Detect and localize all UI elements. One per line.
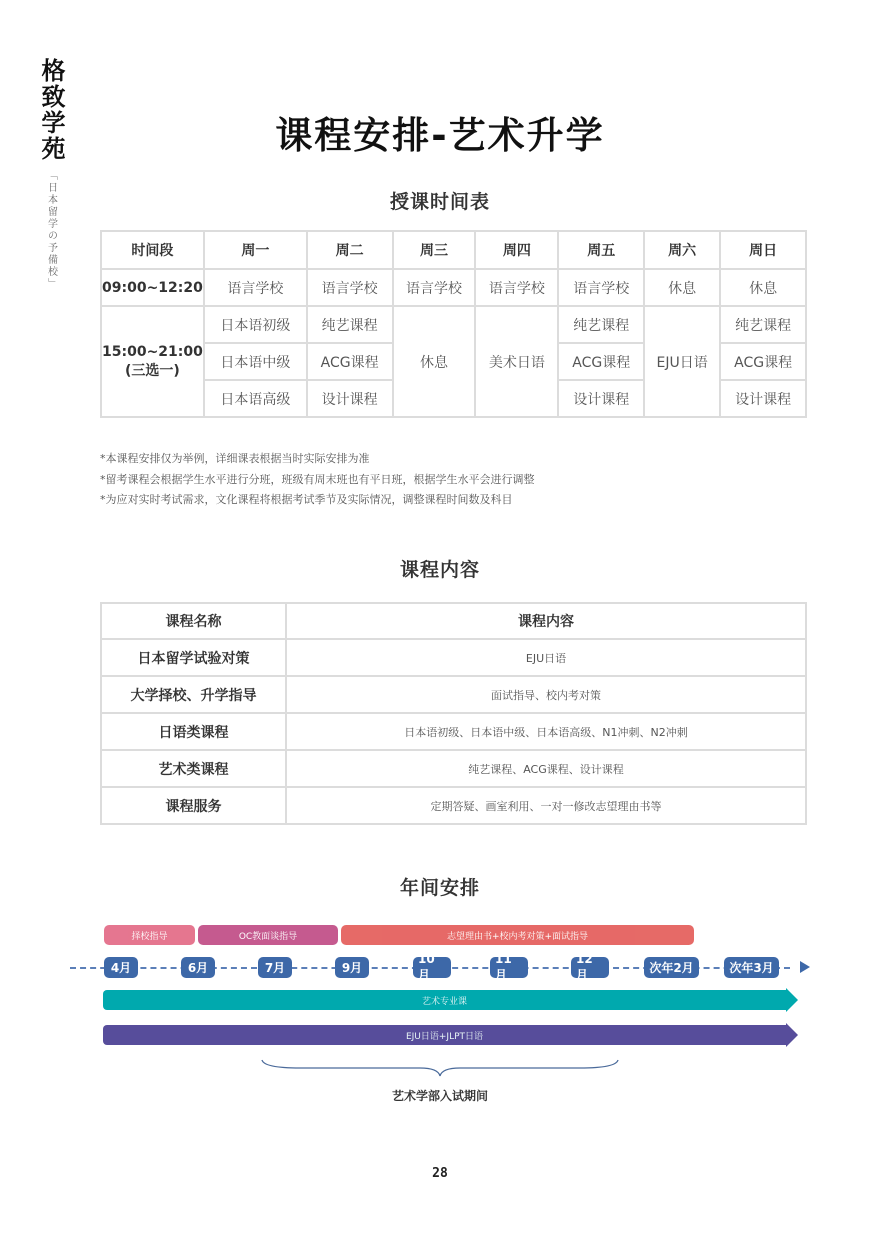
- course-name: 大学择校、升学指导: [101, 676, 286, 713]
- cell: 语言学校: [204, 269, 307, 306]
- cell: 日本语初级: [204, 306, 307, 343]
- content-table: [100, 602, 807, 825]
- curly-brace-icon: [260, 1058, 620, 1078]
- course-desc: 定期答疑、画室利用、一对一修改志望理由书等: [286, 787, 806, 824]
- annual-title: 年间安排: [399, 877, 480, 899]
- cell: 语言学校: [558, 269, 644, 306]
- table-row: [101, 639, 806, 676]
- month-badge: 次年3月: [724, 957, 779, 978]
- table-row: [101, 676, 806, 713]
- band-japanese-courses: EJU日语+JLPT日语: [103, 1025, 786, 1045]
- cell: 纯艺课程: [720, 306, 806, 343]
- header-tue: 周二: [307, 231, 393, 269]
- afternoon-time-range: 15:00~21:00: [102, 343, 203, 360]
- cell: 日本语中级: [204, 343, 307, 380]
- afternoon-time: [101, 306, 204, 417]
- morning-row: [101, 269, 806, 306]
- exam-period-label: 艺术学部入试期间: [391, 1089, 488, 1103]
- band-art-courses: 艺术专业课: [103, 990, 786, 1010]
- cell: 语言学校: [475, 269, 558, 306]
- afternoon-time-note: (三选一): [125, 362, 180, 379]
- cell: ACG课程: [720, 343, 806, 380]
- phase-oc-interview: OC教面谈指导: [198, 925, 338, 945]
- cell: 设计课程: [720, 380, 806, 417]
- cell: EJU日语: [644, 306, 720, 417]
- header-wed: 周三: [393, 231, 476, 269]
- cell: 休息: [644, 269, 720, 306]
- band-arrow-icon: [786, 1023, 798, 1047]
- month-badge: 4月: [104, 957, 138, 978]
- note: *为应对实时考试需求，文化课程将根据考试季节及实际情况，调整课程时间数及科目: [100, 493, 513, 506]
- course-desc: 纯艺课程、ACG课程、设计课程: [286, 750, 806, 787]
- month-badge: 9月: [335, 957, 369, 978]
- course-name: 日本留学试验对策: [101, 639, 286, 676]
- header-thu: 周四: [475, 231, 558, 269]
- content-header-row: [101, 603, 806, 639]
- timeline-arrow-icon: [800, 961, 810, 973]
- page-number: 28: [432, 1166, 448, 1181]
- month-badge: 次年2月: [644, 957, 699, 978]
- morning-time: 09:00~12:20: [101, 269, 204, 306]
- cell: 语言学校: [307, 269, 393, 306]
- schedule-header-row: [101, 231, 806, 269]
- afternoon-row: [101, 306, 806, 343]
- cell: 美术日语: [475, 306, 558, 417]
- brand-name: 格致学苑: [37, 58, 65, 162]
- note: *留考课程会根据学生水平进行分班，班级有周末班也有平日班，根据学生水平会进行调整: [100, 472, 535, 486]
- month-badge: 11月: [490, 957, 528, 978]
- cell: 设计课程: [558, 380, 644, 417]
- table-row: [101, 750, 806, 787]
- note: *本课程安排仅为举例，详细课表根据当时实际安排为准: [100, 452, 370, 465]
- header-course-name: 课程名称: [101, 603, 286, 639]
- cell: ACG课程: [558, 343, 644, 380]
- header-fri: 周五: [558, 231, 644, 269]
- course-name: 日语类课程: [101, 713, 286, 750]
- brand-sidebar: [36, 58, 66, 290]
- schedule-table: [100, 230, 807, 418]
- header-time: 时间段: [101, 231, 204, 269]
- cell: 休息: [720, 269, 806, 306]
- month-badge: 12月: [571, 957, 609, 978]
- month-badge: 7月: [258, 957, 292, 978]
- cell: ACG课程: [307, 343, 393, 380]
- course-desc: EJU日语: [286, 639, 806, 676]
- course-name: 艺术类课程: [101, 750, 286, 787]
- brand-subtitle: 「日本留学の予備校」: [45, 170, 57, 290]
- header-sun: 周日: [720, 231, 806, 269]
- table-row: [101, 787, 806, 824]
- cell: 日本语高级: [204, 380, 307, 417]
- course-desc: 面试指导、校内考对策: [286, 676, 806, 713]
- header-course-content: 课程内容: [286, 603, 806, 639]
- cell: 语言学校: [393, 269, 476, 306]
- month-badge: 10月: [413, 957, 451, 978]
- header-mon: 周一: [204, 231, 307, 269]
- cell: 休息: [393, 306, 476, 417]
- schedule-title: 授课时间表: [389, 191, 490, 213]
- phase-application-prep: 志望理由书+校内考对策+面试指导: [341, 925, 694, 945]
- page-title: 课程安排-艺术升学: [275, 114, 605, 157]
- cell: 纯艺课程: [558, 306, 644, 343]
- month-badge: 6月: [181, 957, 215, 978]
- phase-school-selection: 择校指导: [104, 925, 195, 945]
- table-row: [101, 713, 806, 750]
- header-sat: 周六: [644, 231, 720, 269]
- cell: 设计课程: [307, 380, 393, 417]
- schedule-notes: [100, 449, 535, 511]
- course-name: 课程服务: [101, 787, 286, 824]
- content-title: 课程内容: [399, 559, 480, 581]
- course-desc: 日本语初级、日本语中级、日本语高级、N1冲刺、N2冲刺: [286, 713, 806, 750]
- band-arrow-icon: [786, 988, 798, 1012]
- cell: 纯艺课程: [307, 306, 393, 343]
